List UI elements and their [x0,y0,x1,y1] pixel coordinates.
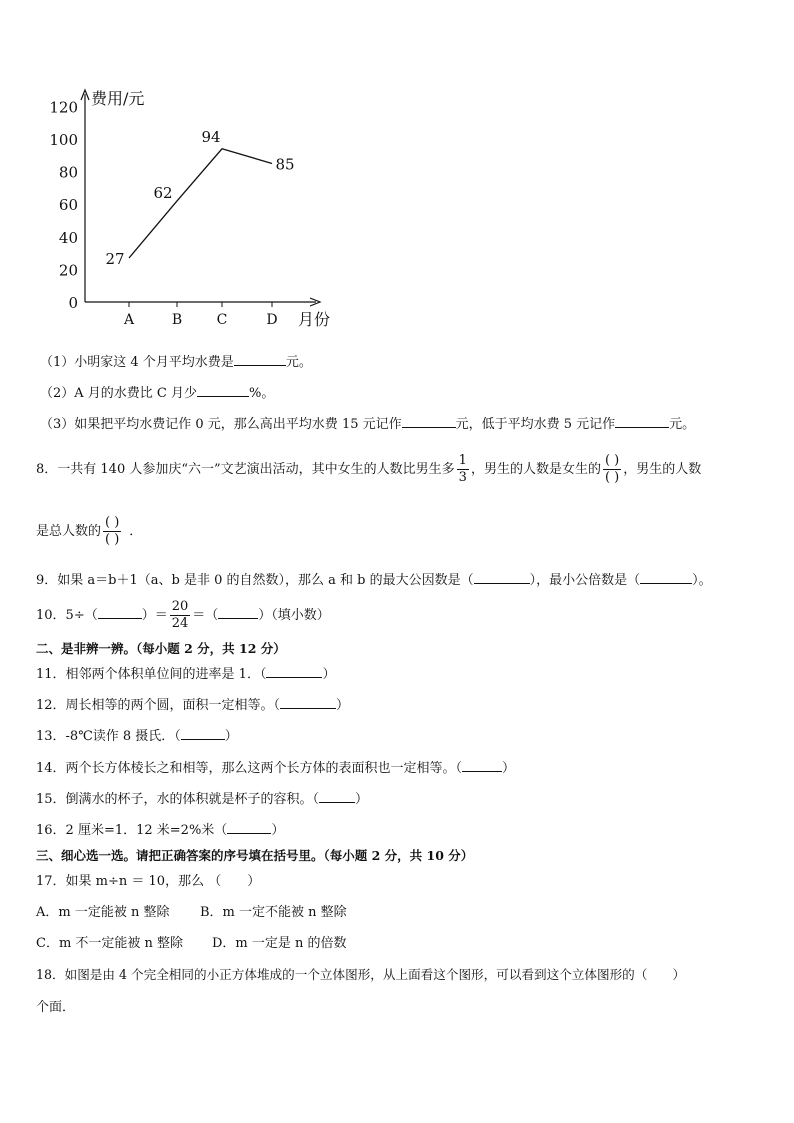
section-3-heading: 三、细心选一选。请把正确答案的序号填在括号里。（每小题 2 分，共 10 分） [36,848,474,863]
answer-blank[interactable] [197,384,249,397]
x-axis-label: 月份 [298,310,331,329]
q7-part2-text: （2）A 月的水费比 C 月少 [40,386,198,401]
q7-part1 [40,353,312,372]
y-tick-label: 120 [49,98,78,117]
answer-blank[interactable] [227,821,271,834]
x-tick-label: B [171,312,183,328]
answer-blank[interactable] [266,665,322,678]
answer-blank[interactable] [402,415,456,428]
q10-text3: ＝（ [192,608,219,623]
answer-blank[interactable] [640,571,692,584]
data-label: 62 [153,183,173,202]
fraction-blank-denominator[interactable]: ( ) [604,470,620,485]
q16-close: ） [271,823,285,838]
q18-line1: 18．如图是由 4 个完全相同的小正方体堆成的一个立体图形，从上面看这个图形，可以看到这个立体图形的（ ） [36,967,686,982]
y-tick-label: 40 [58,228,78,247]
q14-text: 14．两个长方体棱长之和相等，那么这两个长方体的表面积也一定相等。（ [36,761,463,776]
q17-stem: 17．如果 m÷n ＝ 10，那么 （ ） [36,874,261,889]
answer-blank[interactable] [462,759,502,772]
q7-part2-unit: %。 [249,386,275,401]
fraction-denominator: 24 [171,616,189,631]
q9 [36,571,712,590]
option-d[interactable]: D．m 一定是 n 的倍数 [212,936,347,951]
q14 [36,759,515,778]
series-line [129,149,272,258]
q8-text4: 是总人数的 [36,524,102,539]
q7-part2 [40,384,274,403]
answer-blank[interactable] [319,790,355,803]
q16 [36,821,284,840]
answer-blank[interactable] [234,353,286,366]
q17-options-row1 [36,904,347,922]
q14-close: ） [502,761,516,776]
q10-text4: ）（填小数） [258,608,330,623]
x-tick-label: D [266,312,278,328]
q8-line2 [36,514,142,550]
q7-part3 [40,415,695,434]
answer-blank[interactable] [615,415,669,428]
x-tick-label: C [216,312,228,328]
x-tick-label: A [123,312,135,328]
q15-close: ） [355,792,369,807]
y-tick-label: 100 [49,131,78,149]
q8-line1 [36,452,701,488]
q12-close: ） [336,698,350,713]
data-label: 85 [275,155,295,174]
q7-part3-unit: 元。 [669,417,696,432]
y-tick-label: 60 [58,196,78,215]
q7-part1-unit: 元。 [285,355,312,370]
option-b[interactable]: B．m 一定不能被 n 整除 [200,905,347,920]
q11-close: ） [322,667,336,682]
q10-text2: ）＝ [141,608,168,623]
option-c[interactable]: C．m 不一定能被 n 整除 [36,936,184,951]
q17-options-row2 [36,935,347,953]
line-chart [40,80,350,335]
fraction-blank[interactable] [103,515,121,548]
q12-text: 12．周长相等的两个圆，面积一定相等。（ [36,698,281,713]
fraction-numerator: 20 [171,599,189,614]
q18-line2: 个面． [36,1000,76,1015]
section-2-heading: 二、是非辨一辨。（每小题 2 分，共 12 分） [36,641,286,656]
q10-text1: 10．5÷（ [36,608,98,623]
q9-text1: 9．如果 a＝b＋1（a、b 是非 0 的自然数），那么 a 和 b 的最大公因数是（ [36,573,474,588]
fraction-one-third [457,453,469,486]
y-tick-label: 80 [58,163,78,182]
answer-blank[interactable] [280,696,336,709]
fraction-blank-denominator[interactable]: ( ) [105,532,120,547]
q7-part3-text-mid: 元，低于平均水费 5 元记作 [455,417,616,432]
q12 [36,696,349,715]
fraction-blank[interactable] [603,453,621,486]
option-a[interactable]: A．m 一定能被 n 整除 [36,905,170,920]
q10 [36,598,330,634]
fraction-denominator: 3 [458,470,467,485]
y-tick-label: 20 [58,261,78,280]
q13-close: ） [224,729,238,744]
q9-text2: ），最小公倍数是（ [529,573,641,588]
fraction-blank-numerator[interactable]: ( ) [604,453,620,468]
data-label: 27 [105,249,125,268]
q11-text: 11．相邻两个体积单位间的进率是 1．（ [36,667,267,682]
fraction-20-24 [170,599,191,632]
q15 [36,790,368,809]
q8-text3: ，男生的人数 [623,462,702,477]
fraction-blank-numerator[interactable]: ( ) [105,515,120,530]
y-axis-label: 费用/元 [91,89,145,108]
data-label: 94 [201,127,221,146]
answer-blank[interactable] [474,571,530,584]
q16-text: 16．2 厘米=1．12 米=2%米（ [36,823,228,838]
answer-blank[interactable] [218,606,258,619]
q7-part1-text: （1）小明家这 4 个月平均水费是 [40,355,234,370]
q9-text3: ）。 [692,573,712,588]
answer-blank[interactable] [181,727,225,740]
q13-text: 13．-8℃读作 8 摄氏．（ [36,729,181,744]
q8-text2: ，男生的人数是女生的 [470,462,601,477]
fraction-numerator: 1 [458,453,467,468]
q11 [36,665,335,684]
y-tick-label: 0 [68,294,78,312]
answer-blank[interactable] [98,606,142,619]
q8-text5: ． [129,524,143,539]
q13 [36,727,238,746]
q7-part3-text: （3）如果把平均水费记作 0 元，那么高出平均水费 15 元记作 [40,417,402,432]
q15-text: 15．倒满水的杯子，水的体积就是杯子的容积。（ [36,792,320,807]
q8-text1: 8．一共有 140 人参加庆“六一”文艺演出活动，其中女生的人数比男生多 [36,462,455,477]
